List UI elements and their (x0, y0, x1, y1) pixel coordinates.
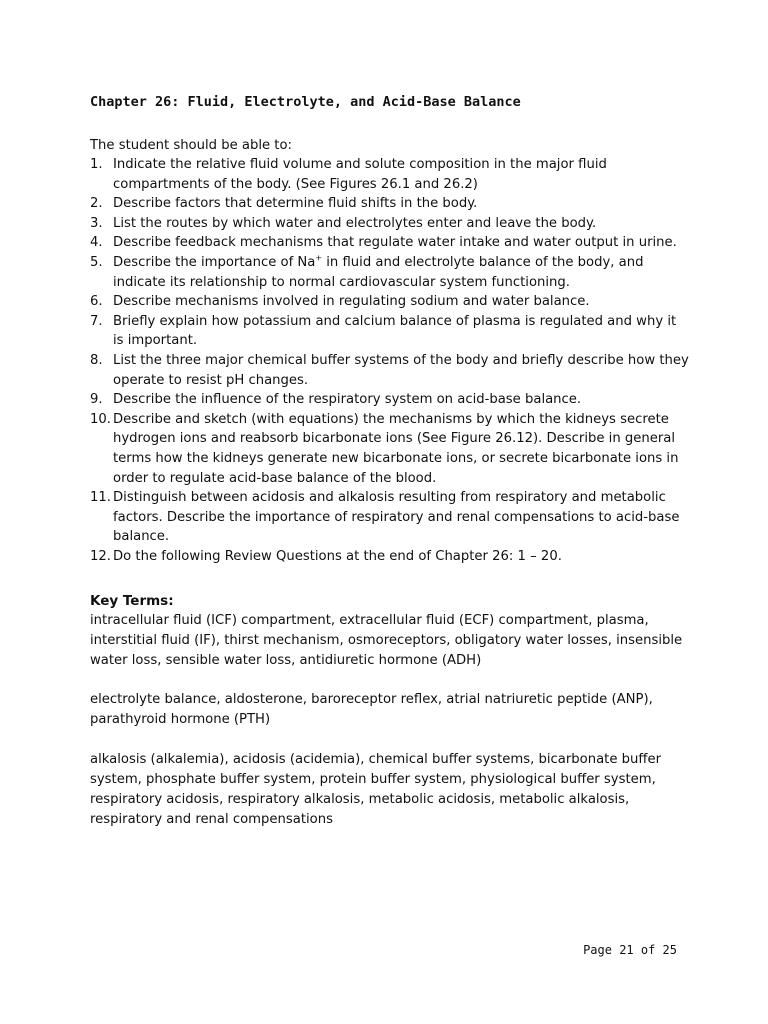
objectives-list (90, 155, 690, 566)
objectives-intro: The student should be able to: (90, 138, 292, 153)
objective-item (90, 488, 690, 547)
objective-text: Distinguish between acidosis and alkalosis resulting from respiratory and metabolic factors. Describe the importance of respiratory and renal compensations to acid-base balance. (113, 490, 680, 545)
objective-number: 11. (90, 490, 111, 506)
objective-number: 3. (90, 215, 103, 231)
objective-text: List the routes by which water and electrolytes enter and leave the body. (113, 215, 597, 231)
objective-text: Briefly explain how potassium and calcium balance of plasma is regulated and why it is important. (113, 313, 677, 349)
objective-number: 7. (90, 313, 103, 329)
objective-item (90, 292, 690, 312)
objective-item (90, 155, 690, 194)
objective-number: 2. (90, 196, 103, 212)
objective-item (90, 233, 690, 253)
sodium-charge-superscript: + (315, 253, 323, 263)
objective-number: 6. (90, 294, 103, 310)
objective-number: 8. (90, 352, 103, 368)
objective-item (90, 312, 690, 351)
objective-text: Describe feedback mechanisms that regulate water intake and water output in urine. (113, 235, 677, 251)
objective-number: 9. (90, 392, 103, 408)
objective-number: 10. (90, 411, 111, 427)
objective-item (90, 390, 690, 410)
objective-number: 4. (90, 235, 103, 251)
objective-number: 5. (90, 254, 103, 270)
objective-text: Do the following Review Questions at the end of Chapter 26: 1 – 20. (113, 548, 562, 564)
key-terms-acid-base: alkalosis (alkalemia), acidosis (acidemia), chemical buffer systems, bicarbonate buffer system, phosphate buffer system, protein buffer system, physiological buffer system, respiratory acidosis, respiratory alkalosis, metabolic acidosis, metabolic alkalosis, respiratory and renal compensations (90, 752, 661, 827)
objective-text-before: Describe the importance of Na (113, 254, 316, 270)
key-terms-heading: Key Terms: (90, 593, 174, 609)
objective-item (90, 253, 690, 292)
objective-text: Describe mechanisms involved in regulating sodium and water balance. (113, 294, 590, 310)
objective-item (90, 351, 690, 390)
objective-number: 1. (90, 157, 103, 172)
objective-text-after: in fluid and electrolyte balance of the body, and indicate its relationship to normal cardiovascular system functioning. (113, 254, 644, 290)
chapter-title: Chapter 26: Fluid, Electrolyte, and Acid-Base Balance (90, 94, 521, 110)
objective-text: Describe the influence of the respiratory system on acid-base balance. (113, 392, 582, 408)
objective-number: 12. (90, 548, 111, 564)
objective-item (90, 194, 690, 214)
objective-text: Describe factors that determine fluid shifts in the body. (113, 196, 478, 212)
objective-text: Indicate the relative fluid volume and solute composition in the major fluid compartments of the body. (See Figures 26.1 and 26.2) (113, 157, 607, 192)
objective-item (90, 214, 690, 234)
objective-item (90, 547, 690, 567)
objective-item (90, 410, 690, 488)
objective-text: List the three major chemical buffer systems of the body and briefly describe how they operate to resist pH changes. (113, 352, 689, 388)
key-terms-electrolyte: electrolyte balance, aldosterone, baroreceptor reflex, atrial natriuretic peptide (ANP), parathyroid hormone (PTH) (90, 692, 653, 727)
objective-text: Describe and sketch (with equations) the mechanisms by which the kidneys secrete hydrogen ions and reabsorb bicarbonate ions (See Figure 26.12). Describe in general terms how the kidneys generate new bicarbonate ions, or secrete bicarbonate ions in order to regulate acid-base balance of the blood. (113, 411, 679, 486)
page-number: Page 21 of 25 (583, 943, 677, 957)
key-terms-fluid: intracellular fluid (ICF) compartment, extracellular fluid (ECF) compartment, plasma, interstitial fluid (IF), thirst mechanism, osmoreceptors, obligatory water losses, insensible water loss, sensible water loss, antidiuretic hormone (ADH) (90, 613, 683, 668)
